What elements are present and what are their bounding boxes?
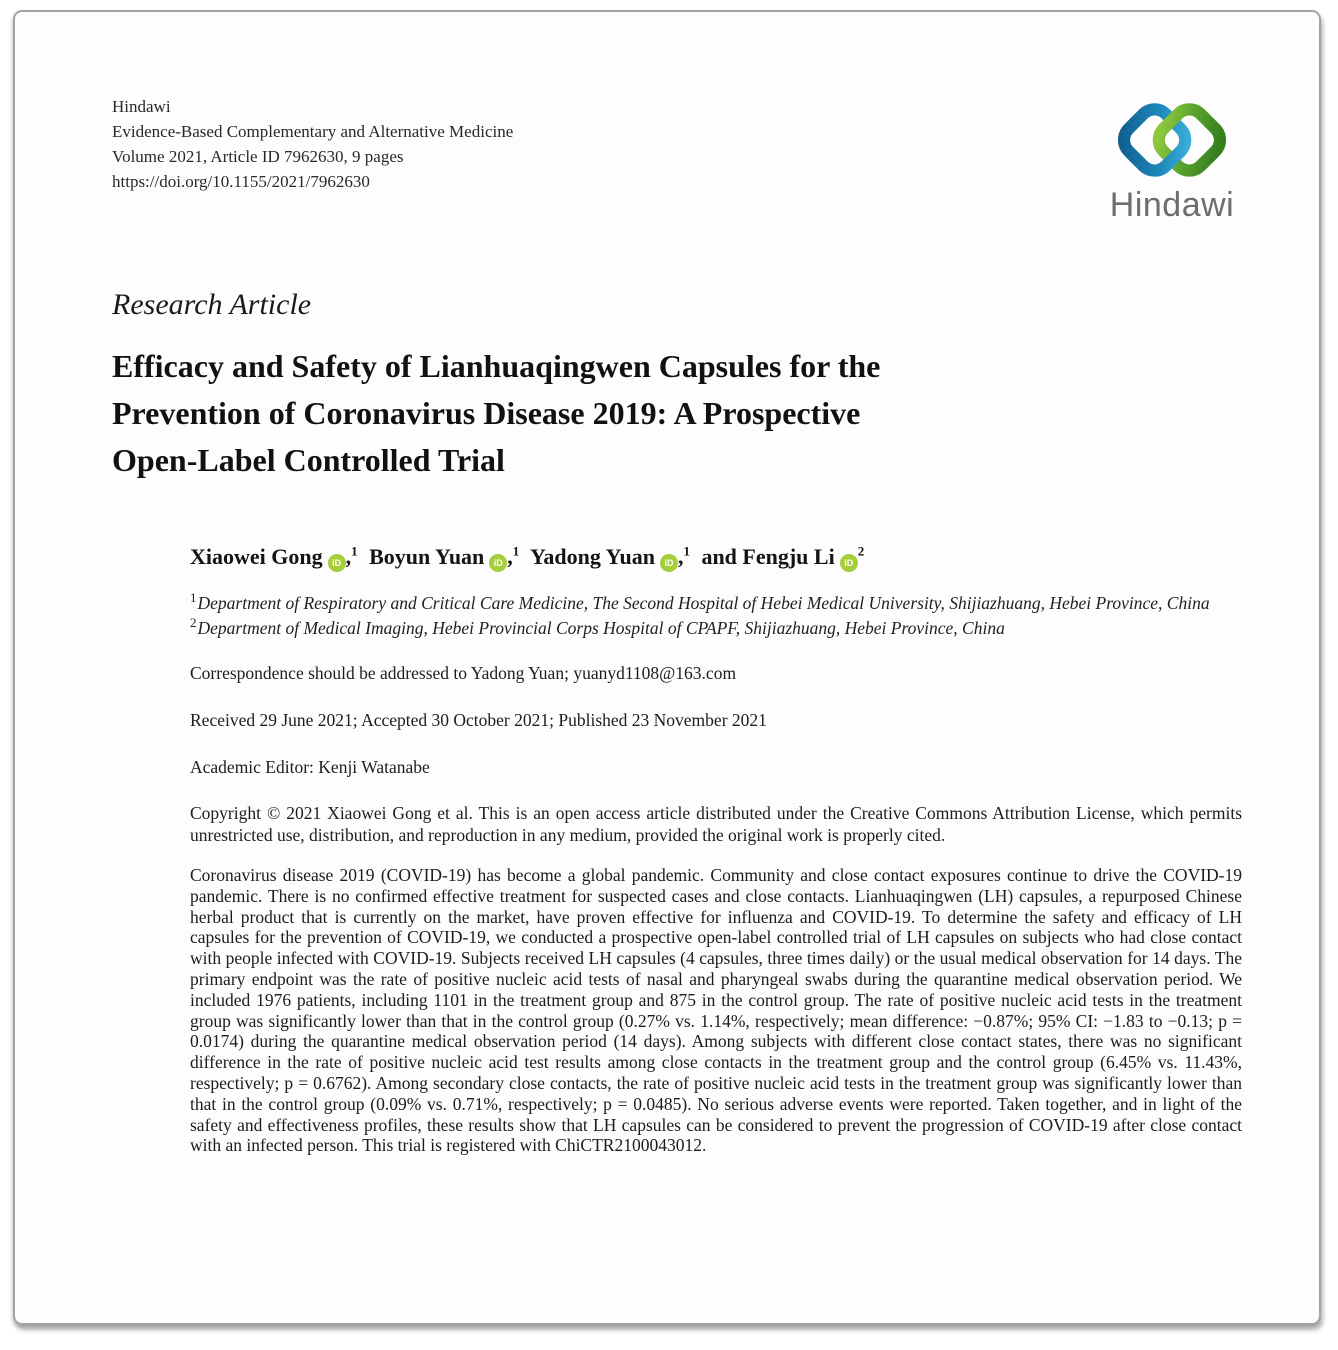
front-matter <box>190 542 1242 1156</box>
author-byline <box>190 542 1242 572</box>
affiliations <box>190 591 1242 641</box>
author-separator: , <box>677 544 684 569</box>
article-title-line: Open-Label Controlled Trial <box>112 442 505 478</box>
masthead <box>112 94 1238 222</box>
article-title-line: Prevention of Coronavirus Disease 2019: A Prospective <box>112 395 861 431</box>
author-name: Boyun Yuan <box>369 544 485 569</box>
author <box>369 544 519 569</box>
orcid-icon: iD <box>840 554 858 572</box>
journal-name: Evidence-Based Complementary and Alternative Medicine <box>112 122 514 141</box>
article-title-line: Efficacy and Safety of Lianhuaqingwen Capsules for the <box>112 348 881 384</box>
affiliation <box>190 591 1242 616</box>
publisher-name: Hindawi <box>112 97 171 116</box>
copyright-notice: Copyright © 2021 Xiaowei Gong et al. This is an open access article distributed under the Creative Commons Attribution License, which permits unrestricted use, distribution, and reproduction in any medium, provided the original work is properly cited. <box>190 803 1242 845</box>
author-name: Xiaowei Gong <box>190 544 323 569</box>
article-page <box>13 10 1321 1325</box>
volume-article-id: Volume 2021, Article ID 7962630, 9 pages <box>112 147 404 166</box>
academic-editor-line: Academic Editor: Kenji Watanabe <box>190 757 430 777</box>
article-type-label: Research Article <box>112 288 312 321</box>
author <box>190 544 358 569</box>
author-affiliation-sup: 1 <box>351 543 358 559</box>
author-affiliation-sup: 1 <box>683 543 690 559</box>
orcid-icon: iD <box>328 554 346 572</box>
affiliation-text: Department of Medical Imaging, Hebei Provincial Corps Hospital of CPAPF, Shijiazhuang, Hebei Province, China <box>197 618 1005 638</box>
hindawi-logo-wordmark: Hindawi <box>1109 186 1235 224</box>
author-name: and Fengju Li <box>701 544 835 569</box>
hindawi-logo-icon <box>1106 92 1238 187</box>
article-title <box>112 343 1238 484</box>
author-separator: , <box>507 544 513 569</box>
orcid-icon: iD <box>660 554 678 572</box>
affiliation-sup: 1 <box>190 590 197 606</box>
article-history-line: Received 29 June 2021; Accepted 30 October 2021; Published 23 November 2021 <box>190 710 767 730</box>
abstract-text: Coronavirus disease 2019 (COVID-19) has become a global pandemic. Community and close contact exposures continue to drive the COVID-19 pandemic. There is no confirmed effective treatment for suspected cases and close contacts. Lianhuaqingwen (LH) capsules, a repurposed Chinese herbal product that is currently on the market, have proven effective for influenza and COVID-19. To determine the safety and efficacy of LH capsules for the prevention of COVID-19, we conducted a prospective open-label controlled trial of LH capsules on subjects who had close contact with people infected with COVID-19. Subjects received LH capsules (4 capsules, three times daily) or the usual medical observation for 14 days. The primary endpoint was the rate of positive nucleic acid tests of nasal and pharyngeal swabs during the quarantine medical observation period. We included 1976 patients, including 1101 in the treatment group and 875 in the control group. The rate of positive nucleic acid tests in the treatment group was significantly lower than that in the control group (0.27% vs. 1.14%, respectively; mean difference: −0.87%; 95% CI: −1.83 to −0.13; p = 0.0174) during the quarantine medical observation period (14 days). Among subjects with different close contact states, there was no significant difference in the rate of positive nucleic acid test results among close contacts in the treatment group and the control group (6.45% vs. 11.43%, respectively; p = 0.6762). Among secondary close contacts, the rate of positive nucleic acid tests in the treatment group was significantly lower than that in the control group (0.09% vs. 0.71%, respectively; p = 0.0485). No serious adverse events were reported. Taken together, and in light of the safety and effectiveness profiles, these results show that LH capsules can be considered to prevent the progression of COVID-19 after close contact with an infected person. This trial is registered with ChiCTR2100043012. <box>190 865 1242 1156</box>
author-separator: , <box>345 544 352 569</box>
author-affiliation-sup: 2 <box>857 543 865 559</box>
author <box>701 544 864 569</box>
affiliation-sup: 2 <box>190 615 197 631</box>
author <box>530 544 690 569</box>
affiliation-text: Department of Respiratory and Critical Care Medicine, The Second Hospital of Hebei Medical University, Shijiazhuang, Hebei Province, China <box>197 593 1210 613</box>
orcid-icon: iD <box>489 554 507 572</box>
doi-url: https://doi.org/10.1155/2021/7962630 <box>112 172 370 191</box>
affiliation <box>190 616 1242 641</box>
author-name: Yadong Yuan <box>529 544 655 569</box>
hindawi-logo <box>1106 92 1238 222</box>
publication-info <box>112 94 513 194</box>
correspondence-line: Correspondence should be addressed to Yadong Yuan; yuanyd1108@163.com <box>190 663 737 683</box>
author-affiliation-sup: 1 <box>512 543 520 559</box>
